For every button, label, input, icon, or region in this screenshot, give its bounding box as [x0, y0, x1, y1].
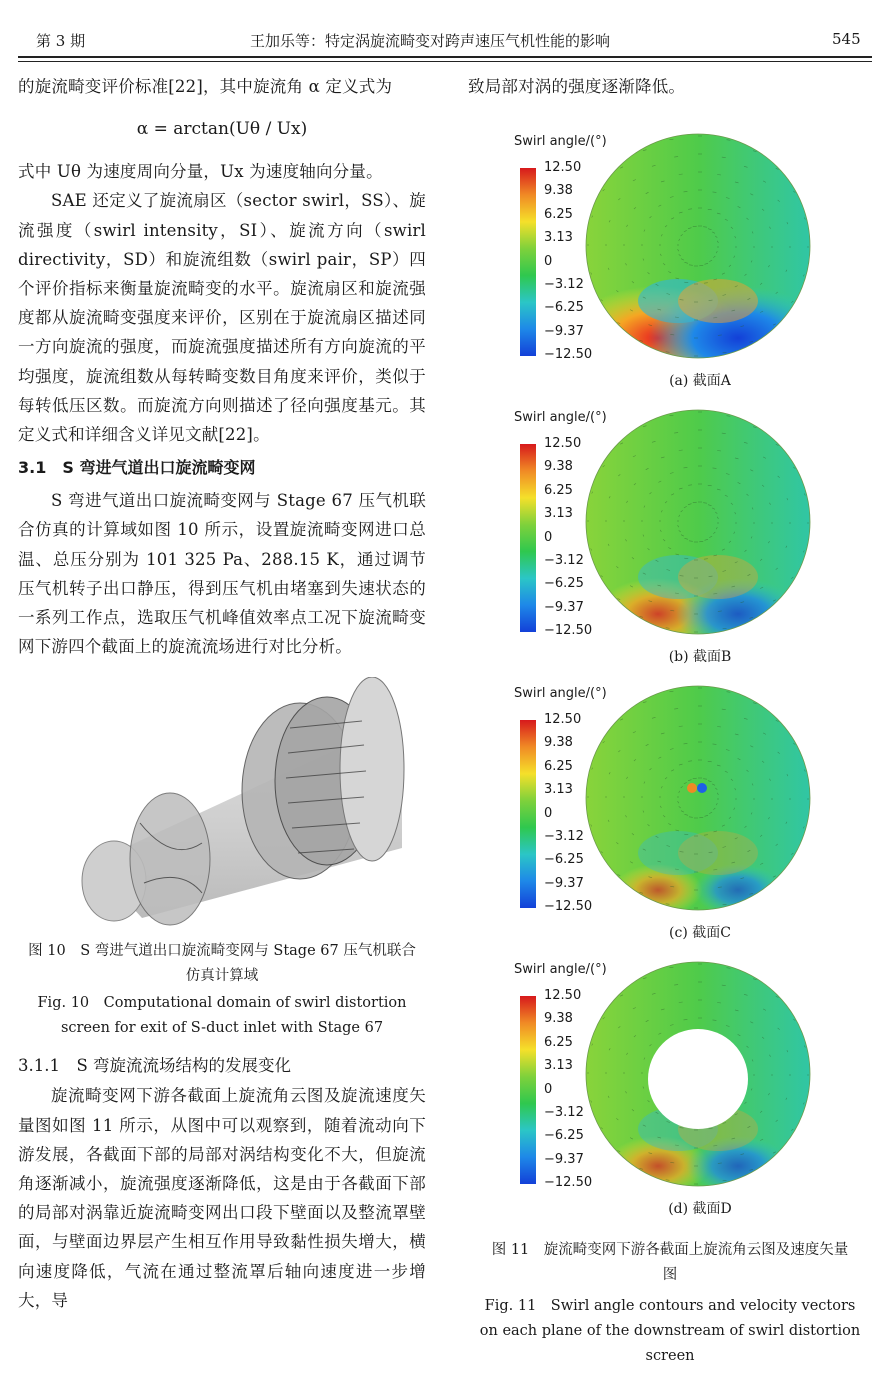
colorbar-tick: −6.25 — [544, 852, 584, 868]
colorbar-tick: −12.50 — [544, 623, 593, 639]
panel-caption: (d) 截面D — [668, 1201, 732, 1217]
colorbar-tick: 9.38 — [544, 735, 573, 751]
colorbar-tick: 0 — [544, 805, 553, 821]
colorbar-tick: 6.25 — [544, 1034, 573, 1050]
colorbar-tick: 12.50 — [544, 160, 582, 175]
colorbar-tick: −9.37 — [544, 875, 584, 891]
equation-swirl-angle: α = arctan(Uθ / Ux) — [136, 119, 308, 140]
colorbar — [520, 168, 536, 356]
para-2: 式中 Uθ 为速度周向分量，Ux 为速度轴向分量。 — [18, 162, 383, 182]
figure-11-panel-d — [512, 956, 852, 1226]
colorbar-tick: 9.38 — [544, 183, 573, 199]
colorbar-tick: 3.13 — [544, 782, 573, 798]
colorbar-tick: 0 — [544, 529, 553, 545]
swirl-contour-plot — [582, 956, 814, 1192]
colorbar-tick: −6.25 — [544, 300, 584, 316]
para-3: SAE 还定义了旋流扇区（sector swirl，SS）、旋流强度（swirl intensity，SI）、旋流方向（swirl directivity，SD）和旋流组数（swirl pair，SP）四个评价指标来衡量旋流畸变的水平。旋流扇区和旋流强度都从旋流畸变强度来评价，区别在于旋流扇区描述同一方向旋流的强度，而旋流强度描述所有方向旋流的平均强度，旋流组数从每转畸变数目角度来评价，类似于每转低压区数。而旋流方向则描述了径向强度基元。其定义式和详细含义详见文献[22]。 — [18, 191, 426, 445]
colorbar — [520, 720, 536, 908]
figure-11-panel-c — [512, 680, 852, 950]
para-1: 的旋流畸变评价标准[22]，其中旋流角 α 定义式为 — [18, 77, 393, 96]
figure-11-panel-a — [512, 128, 852, 398]
colorbar-tick: 0 — [544, 253, 553, 269]
section-3-1-1-heading: 3.1.1 S 弯旋流流场结构的发展变化 — [18, 1056, 292, 1076]
colorbar-title: Swirl angle/(°) — [514, 686, 607, 701]
colorbar — [520, 996, 536, 1184]
panel-caption: (b) 截面B — [668, 649, 732, 665]
section-3-1-heading: 3.1 S 弯进气道出口旋流畸变网 — [18, 458, 256, 478]
colorbar-tick: 12.50 — [544, 436, 582, 451]
colorbar-tick: 3.13 — [544, 506, 573, 522]
colorbar-tick: −12.50 — [544, 347, 593, 363]
colorbar-tick: −6.25 — [544, 576, 584, 592]
panel-caption: (a) 截面A — [669, 373, 731, 389]
header-rule — [18, 56, 872, 58]
figure-10-caption-cn: 图 10 S 弯进气道出口旋流畸变网与 Stage 67 压气机联合仿真计算域 — [28, 943, 416, 985]
colorbar-tick: 3.13 — [544, 230, 573, 246]
para-4: S 弯进气道出口旋流畸变网与 Stage 67 压气机联合仿真的计算域如图 10 所示，设置旋流畸变网进口总温、总压分别为 101 325 Pa、288.15 K，通过调节压气机转子出口静压，得到压气机由堵塞到失速状态的一系列工作点，选取压气机峰值效率点工况下旋流畸变网下游四个截面上的旋流流场进行对比分析。 — [18, 491, 426, 657]
figure-11-caption-en: Fig. 11 Swirl angle contours and velocity vectors on each plane of the downstream of swirl distortion screen — [479, 1298, 861, 1364]
figure-11-caption-cn: 图 11 旋流畸变网下游各截面上旋流角云图及速度矢量图 — [491, 1242, 849, 1283]
colorbar-tick: −12.50 — [544, 899, 593, 915]
colorbar-tick: 12.50 — [544, 712, 582, 727]
journal-issue: 第 3 期 — [36, 32, 86, 50]
colorbar-tick: −3.12 — [544, 553, 584, 568]
colorbar-tick: −6.25 — [544, 1128, 584, 1144]
colorbar-tick: 9.38 — [544, 459, 573, 475]
figure-11-caption — [470, 1238, 870, 1369]
right-column — [450, 72, 874, 101]
colorbar-tick: 9.38 — [544, 1011, 573, 1027]
colorbar-tick: −3.12 — [544, 829, 584, 844]
figure-10-caption-en: Fig. 10 Computational domain of swirl distortion screen for exit of S-duct inlet with Stage 67 — [37, 995, 407, 1037]
para-5: 旋流畸变网下游各截面上旋流角云图及旋流速度矢量图如图 11 所示，从图中可以观察到，随着流动向下游发展，各截面下部的局部对涡结构变化不大，但旋流角逐渐减小，旋流强度逐渐降低，这是由于各截面下部的局部对涡靠近旋流畸变网出口段下壁面以及整流罩壁面，与壁面边界层产生相互作用导致黏性损失增大，横向速度降低，气流在通过整流罩后轴向速度进一步增大，导 — [18, 1086, 426, 1310]
figure-11-panel-b — [512, 404, 852, 674]
swirl-contour-plot — [582, 128, 814, 364]
colorbar-tick: 6.25 — [544, 206, 573, 222]
colorbar — [520, 444, 536, 632]
colorbar-tick: 6.25 — [544, 758, 573, 774]
colorbar-title: Swirl angle/(°) — [514, 134, 607, 149]
colorbar-tick: −3.12 — [544, 1105, 584, 1120]
left-column — [18, 72, 426, 1315]
colorbar-tick: −9.37 — [544, 599, 584, 615]
colorbar-tick: 12.50 — [544, 988, 582, 1003]
colorbar-tick: −9.37 — [544, 1151, 584, 1167]
swirl-contour-plot — [582, 680, 814, 916]
figure-10-domain — [18, 677, 426, 927]
colorbar-title: Swirl angle/(°) — [514, 962, 607, 977]
colorbar-title: Swirl angle/(°) — [514, 410, 607, 425]
colorbar-tick: 0 — [544, 1081, 553, 1097]
panel-caption: (c) 截面C — [669, 925, 731, 941]
page-number: 545 — [832, 30, 861, 48]
header-rule-thin — [18, 61, 872, 62]
swirl-contour-plot — [582, 404, 814, 640]
colorbar-tick: −12.50 — [544, 1175, 593, 1191]
running-title: 王加乐等：特定涡旋流畸变对跨声速压气机性能的影响 — [250, 32, 611, 50]
colorbar-tick: −9.37 — [544, 323, 584, 339]
para-continuation: 致局部对涡的强度逐渐降低。 — [468, 77, 686, 96]
colorbar-tick: 3.13 — [544, 1058, 573, 1074]
colorbar-tick: −3.12 — [544, 277, 584, 292]
colorbar-tick: 6.25 — [544, 482, 573, 498]
